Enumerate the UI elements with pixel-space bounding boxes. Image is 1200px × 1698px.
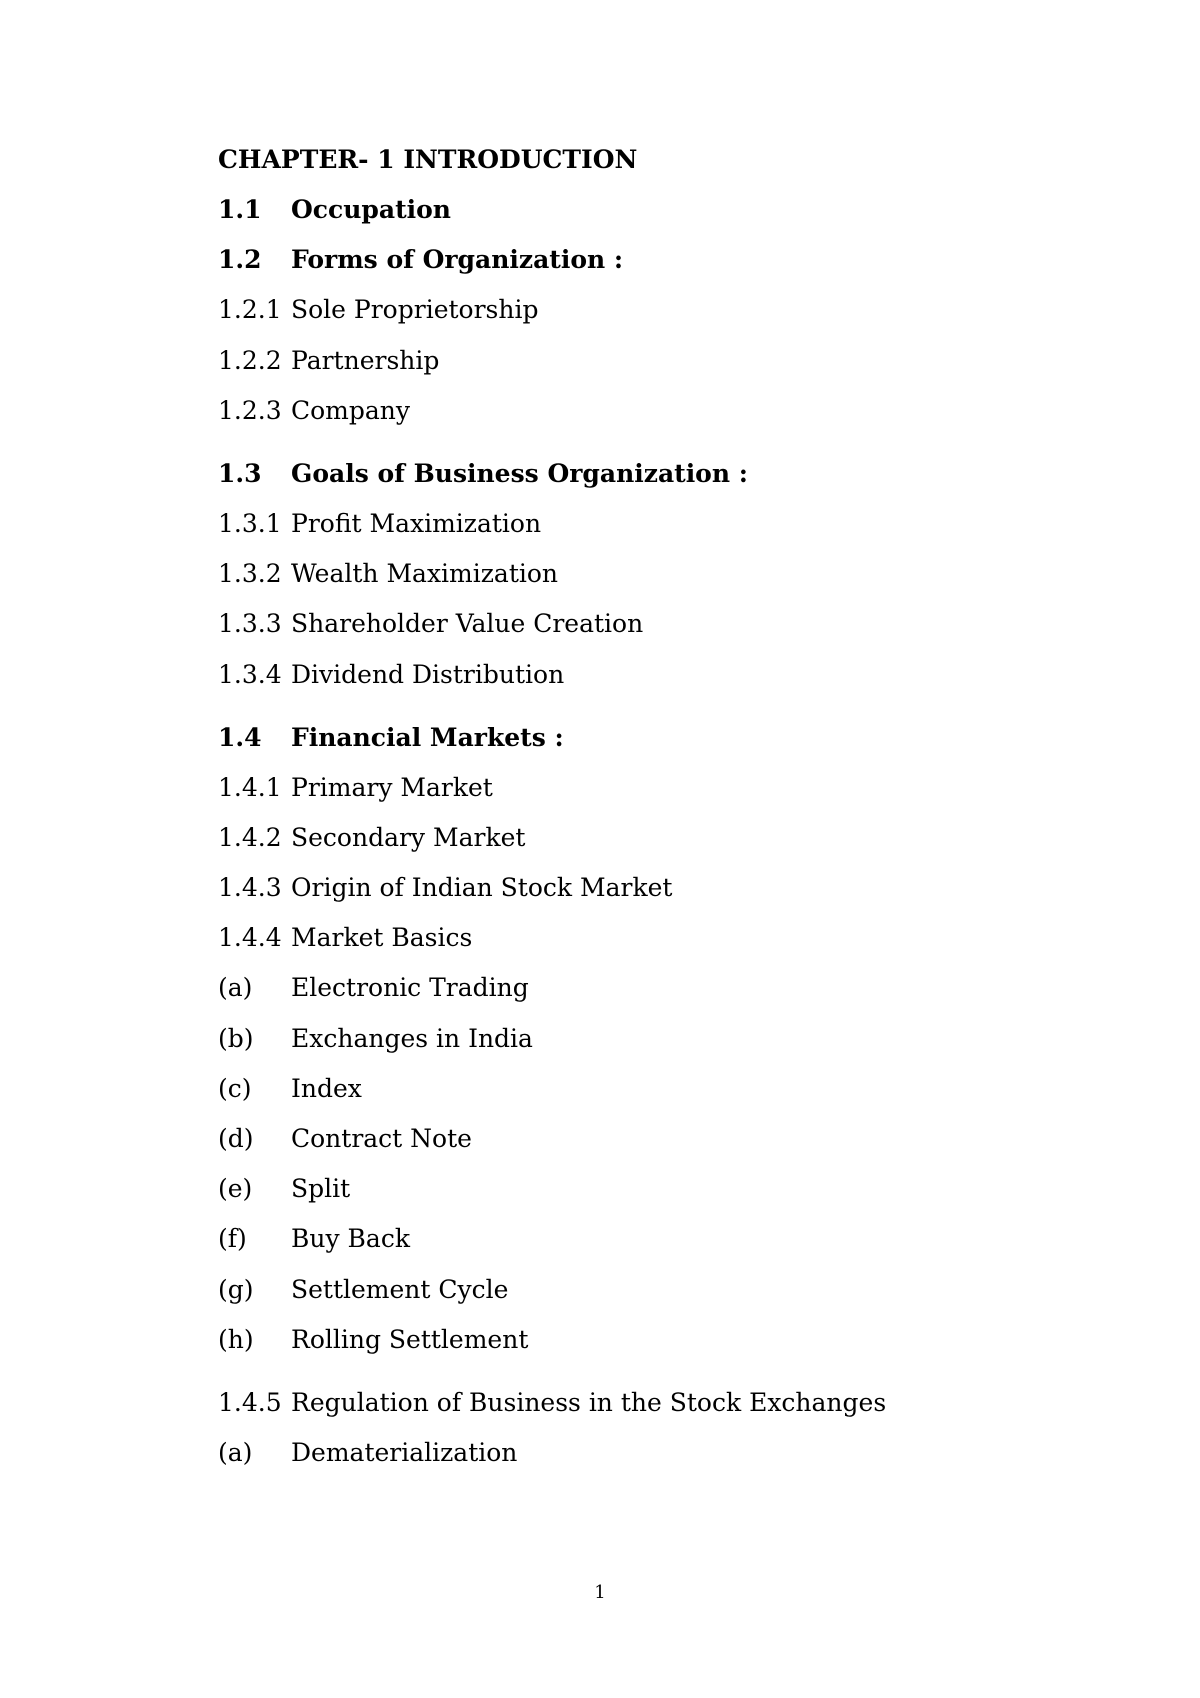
entry-label: Settlement Cycle bbox=[291, 1274, 509, 1304]
entry-label: Shareholder Value Creation bbox=[291, 609, 644, 639]
entry-number: 1.3.1 bbox=[218, 508, 282, 538]
entry-label: Exchanges in India bbox=[291, 1023, 533, 1053]
entry-label: Electronic Trading bbox=[291, 973, 529, 1003]
entry-number: (f) bbox=[218, 1224, 247, 1254]
toc-item-entry bbox=[218, 1174, 1118, 1204]
entry-label: Partnership bbox=[291, 345, 440, 375]
toc-item-entry bbox=[218, 973, 1118, 1003]
entry-number: 1.3.2 bbox=[218, 559, 282, 589]
entry-label: Dematerialization bbox=[291, 1437, 518, 1467]
entry-number: 1.4 bbox=[218, 722, 262, 752]
entry-label: Primary Market bbox=[291, 772, 493, 802]
entry-label: Forms of Organization : bbox=[291, 245, 624, 275]
entry-number: 1.4.1 bbox=[218, 772, 282, 802]
entry-number: 1.4.2 bbox=[218, 822, 282, 852]
toc-item-entry bbox=[218, 1438, 1118, 1468]
toc-subsection-entry bbox=[218, 559, 1118, 589]
toc-subsection-entry bbox=[218, 1388, 1118, 1418]
entry-number: 1.3.4 bbox=[218, 659, 282, 689]
entry-label: Financial Markets : bbox=[291, 722, 564, 752]
toc-section-entry bbox=[218, 195, 1118, 225]
entry-number: (e) bbox=[218, 1174, 253, 1204]
entry-label: Dividend Distribution bbox=[291, 659, 565, 689]
toc-section-entry bbox=[218, 723, 1118, 753]
toc-item-entry bbox=[218, 1275, 1118, 1305]
entry-number: 1.1 bbox=[218, 195, 262, 224]
entry-number: 1.4.5 bbox=[218, 1387, 282, 1417]
entry-label: Regulation of Business in the Stock Exchanges bbox=[291, 1387, 887, 1417]
entry-number: (h) bbox=[218, 1324, 254, 1354]
entry-number: (g) bbox=[218, 1274, 254, 1304]
entry-label: Sole Proprietorship bbox=[291, 295, 539, 325]
entry-label: Profit Maximization bbox=[291, 508, 542, 538]
toc-subsection-entry bbox=[218, 823, 1118, 853]
entry-number: 1.2.3 bbox=[218, 395, 282, 425]
entry-number: (a) bbox=[218, 973, 253, 1003]
entry-label: Secondary Market bbox=[291, 822, 526, 852]
entry-number: (d) bbox=[218, 1124, 254, 1153]
toc-subsection-entry bbox=[218, 295, 1118, 325]
toc-item-entry bbox=[218, 1074, 1118, 1104]
toc-item-entry bbox=[218, 1325, 1118, 1355]
entry-label: Contract Note bbox=[291, 1124, 472, 1153]
toc-section-entry bbox=[218, 459, 1118, 489]
entry-number: 1.3.3 bbox=[218, 609, 282, 639]
entry-number: (b) bbox=[218, 1023, 254, 1053]
toc-subsection-entry bbox=[218, 396, 1118, 426]
entry-number: 1.2.2 bbox=[218, 345, 282, 375]
entry-number: 1.3 bbox=[218, 458, 262, 488]
entry-number: 1.2 bbox=[218, 245, 262, 275]
toc-subsection-entry bbox=[218, 660, 1118, 690]
entry-number: (c) bbox=[218, 1073, 252, 1103]
toc-subsection-entry bbox=[218, 873, 1118, 903]
entry-label: Company bbox=[291, 395, 411, 425]
toc-subsection-entry bbox=[218, 346, 1118, 376]
entry-number: 1.2.1 bbox=[218, 295, 282, 325]
chapter-title: CHAPTER- 1 INTRODUCTION bbox=[218, 145, 638, 174]
entry-number: 1.4.3 bbox=[218, 873, 282, 903]
toc-item-entry bbox=[218, 1224, 1118, 1254]
toc-section-entry bbox=[218, 245, 1118, 275]
entry-label: Market Basics bbox=[291, 923, 473, 953]
entry-number: 1.4.4 bbox=[218, 923, 282, 953]
entry-label: Index bbox=[291, 1073, 362, 1103]
entry-label: Goals of Business Organization : bbox=[291, 458, 748, 488]
entry-label: Buy Back bbox=[291, 1224, 410, 1254]
table-of-contents bbox=[218, 145, 1118, 1488]
entry-label: Origin of Indian Stock Market bbox=[291, 873, 673, 903]
entry-label: Rolling Settlement bbox=[291, 1324, 529, 1354]
page-number: 1 bbox=[594, 1582, 606, 1603]
entry-label: Occupation bbox=[291, 195, 451, 224]
toc-subsection-entry bbox=[218, 923, 1118, 953]
entry-number: (a) bbox=[218, 1437, 253, 1467]
entry-label: Wealth Maximization bbox=[291, 559, 559, 589]
entry-label: Split bbox=[291, 1174, 351, 1204]
toc-item-entry bbox=[218, 1124, 1118, 1154]
toc-subsection-entry bbox=[218, 773, 1118, 803]
toc-subsection-entry bbox=[218, 609, 1118, 639]
toc-subsection-entry bbox=[218, 509, 1118, 539]
toc-item-entry bbox=[218, 1024, 1118, 1054]
